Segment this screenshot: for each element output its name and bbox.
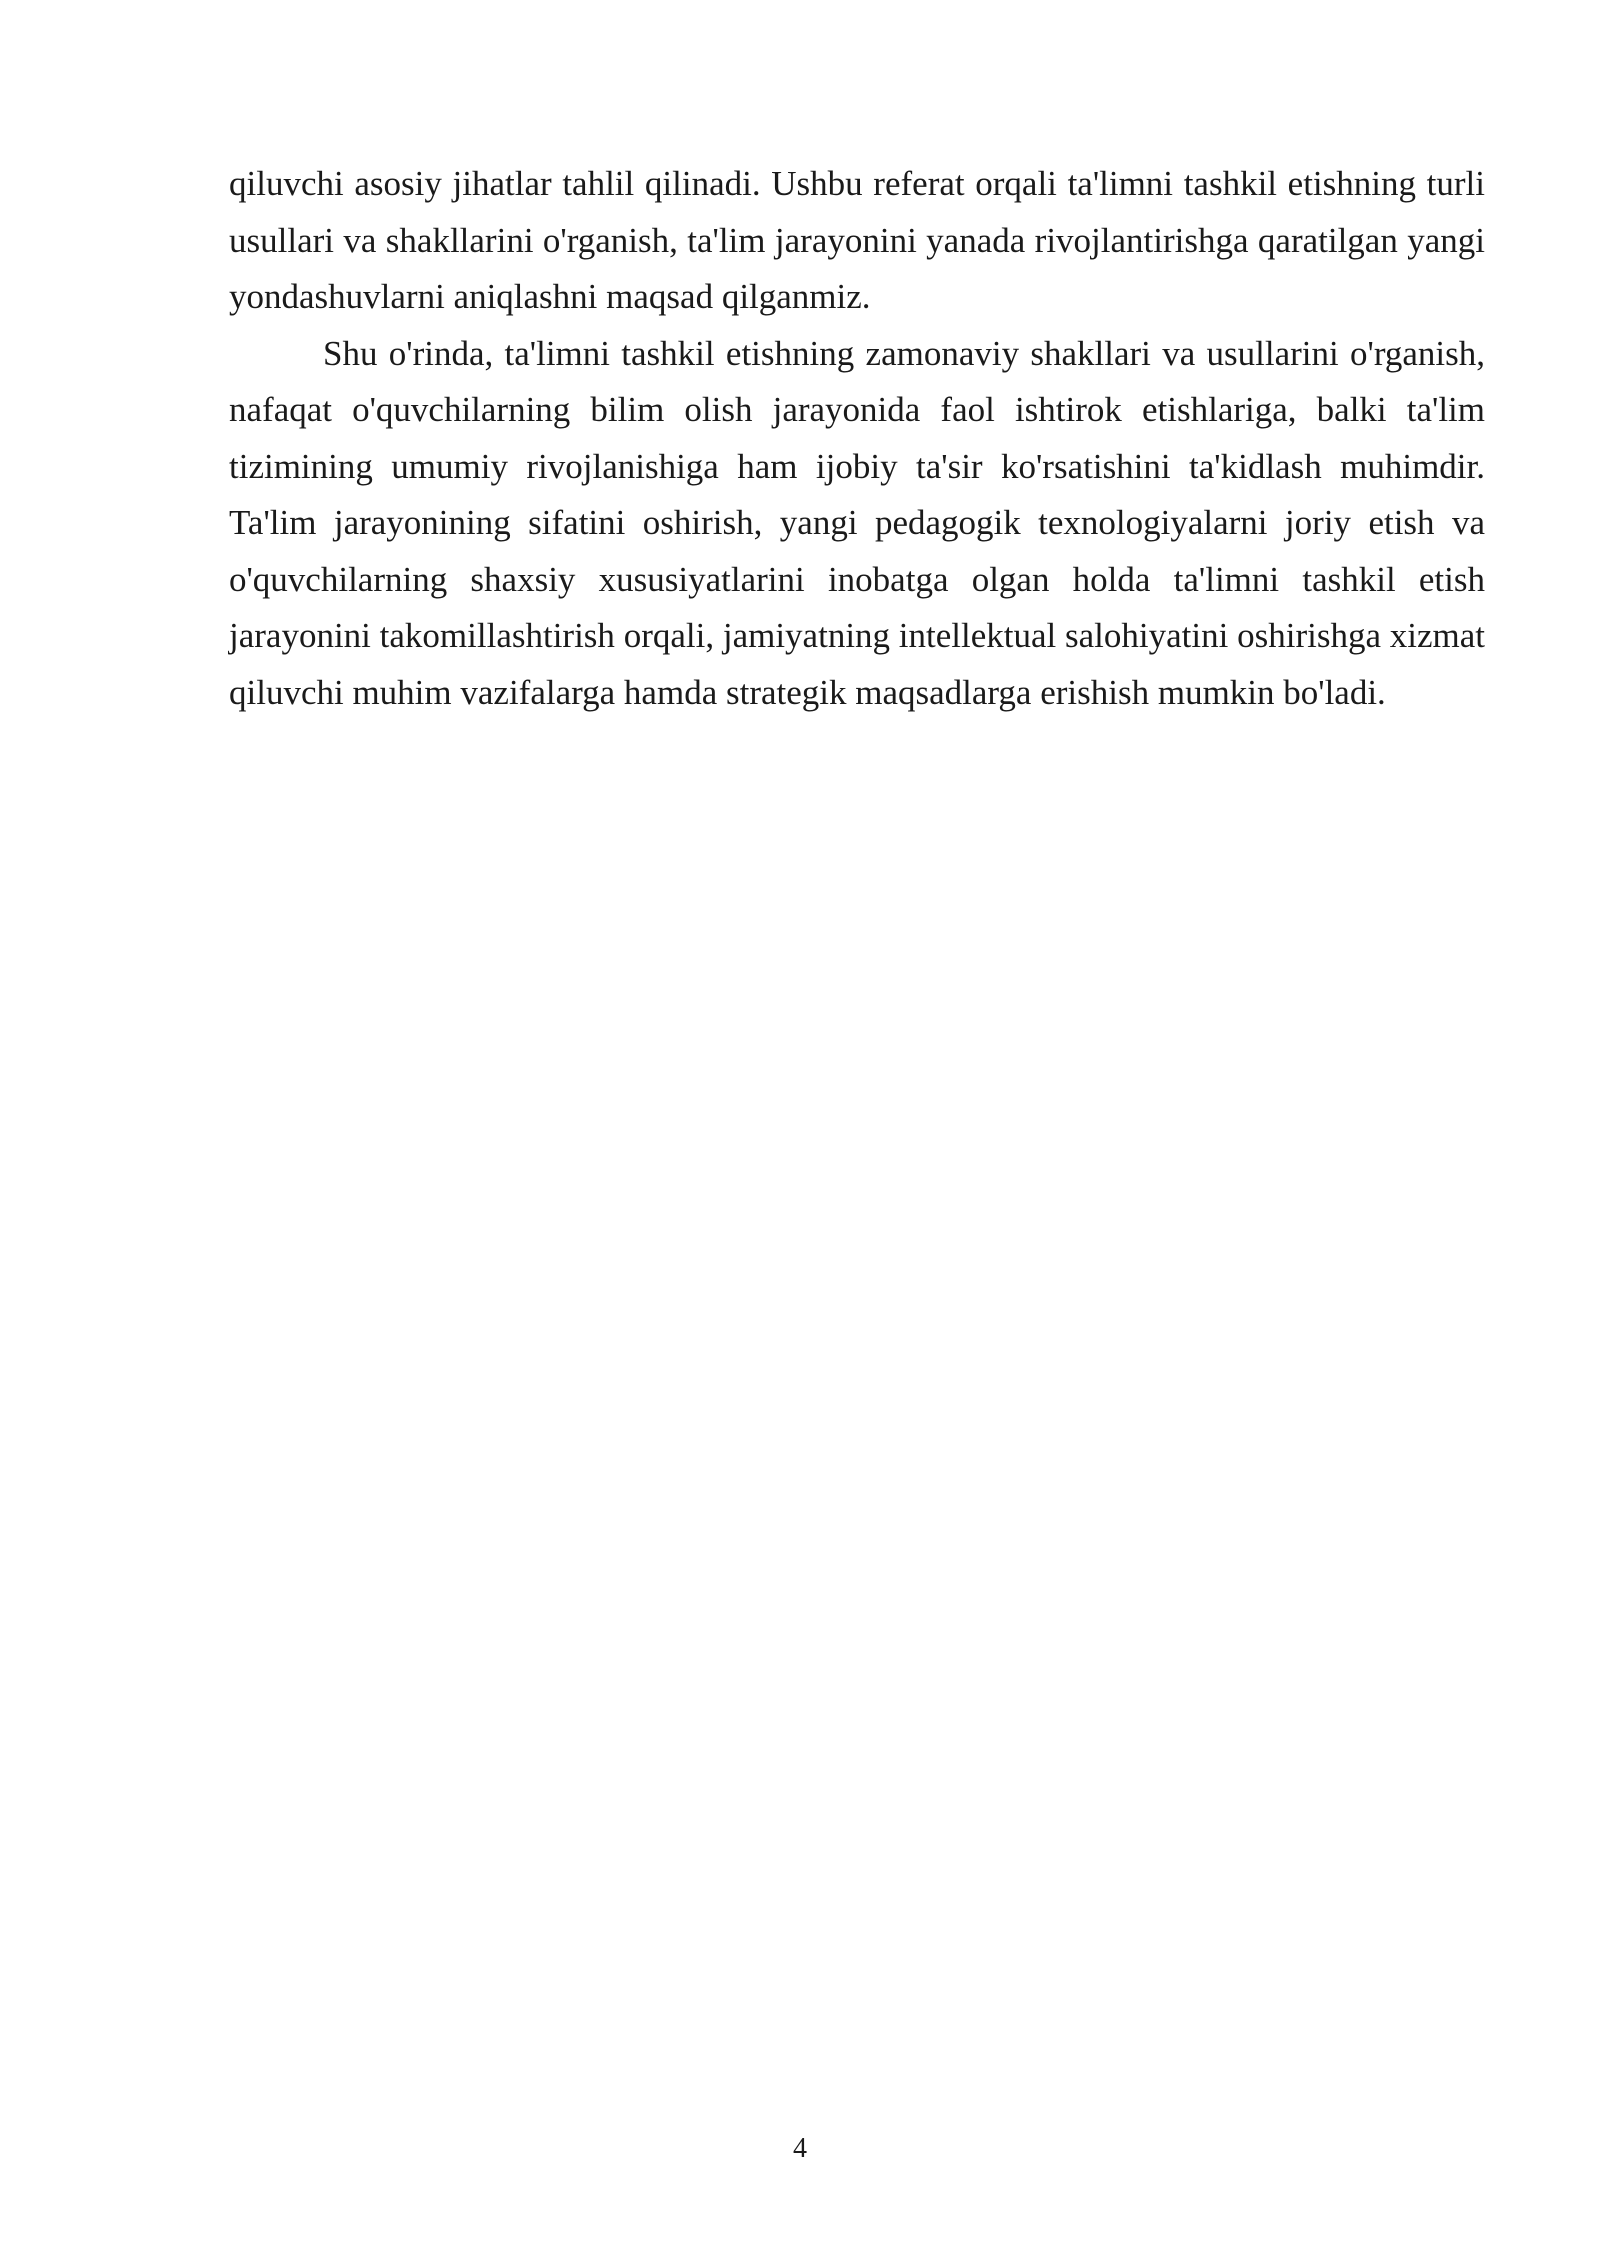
paragraph-continuation: qiluvchi asosiy jihatlar tahlil qilinadi. Ushbu referat orqali ta'limni tashkil etishning turli usullari va shakllarini o'rganish, ta'lim jarayonini yanada rivojlantirishga qaratilgan yangi yondashuvlarni aniqlashni maqsad qilganmiz. [229,164,1485,316]
paragraph: Shu o'rinda, ta'limni tashkil etishning zamonaviy shakllari va usullarini o'rganish, nafaqat o'quvchilarning bilim olish jarayonida faol ishtirok etishlariga, balki ta'lim tizimining umumiy rivojlanishiga ham ijobiy ta'sir ko'rsatishini ta'kidlash muhimdir. Ta'lim jarayonining sifatini oshirish, yangi pedagogik texnologiyalarni joriy etish va o'quvchilarning shaxsiy xususiyatlarini inobatga olgan holda ta'limni tashkil etish jarayonini takomillashtirish orqali, jamiyatning intellektual salohiyatini oshirishga xizmat qiluvchi muhim vazifalarga hamda strategik maqsadlarga erishish mumkin bo'ladi. [229,333,1485,712]
page-number: 4 [793,2133,807,2164]
body-text [229,156,1485,721]
